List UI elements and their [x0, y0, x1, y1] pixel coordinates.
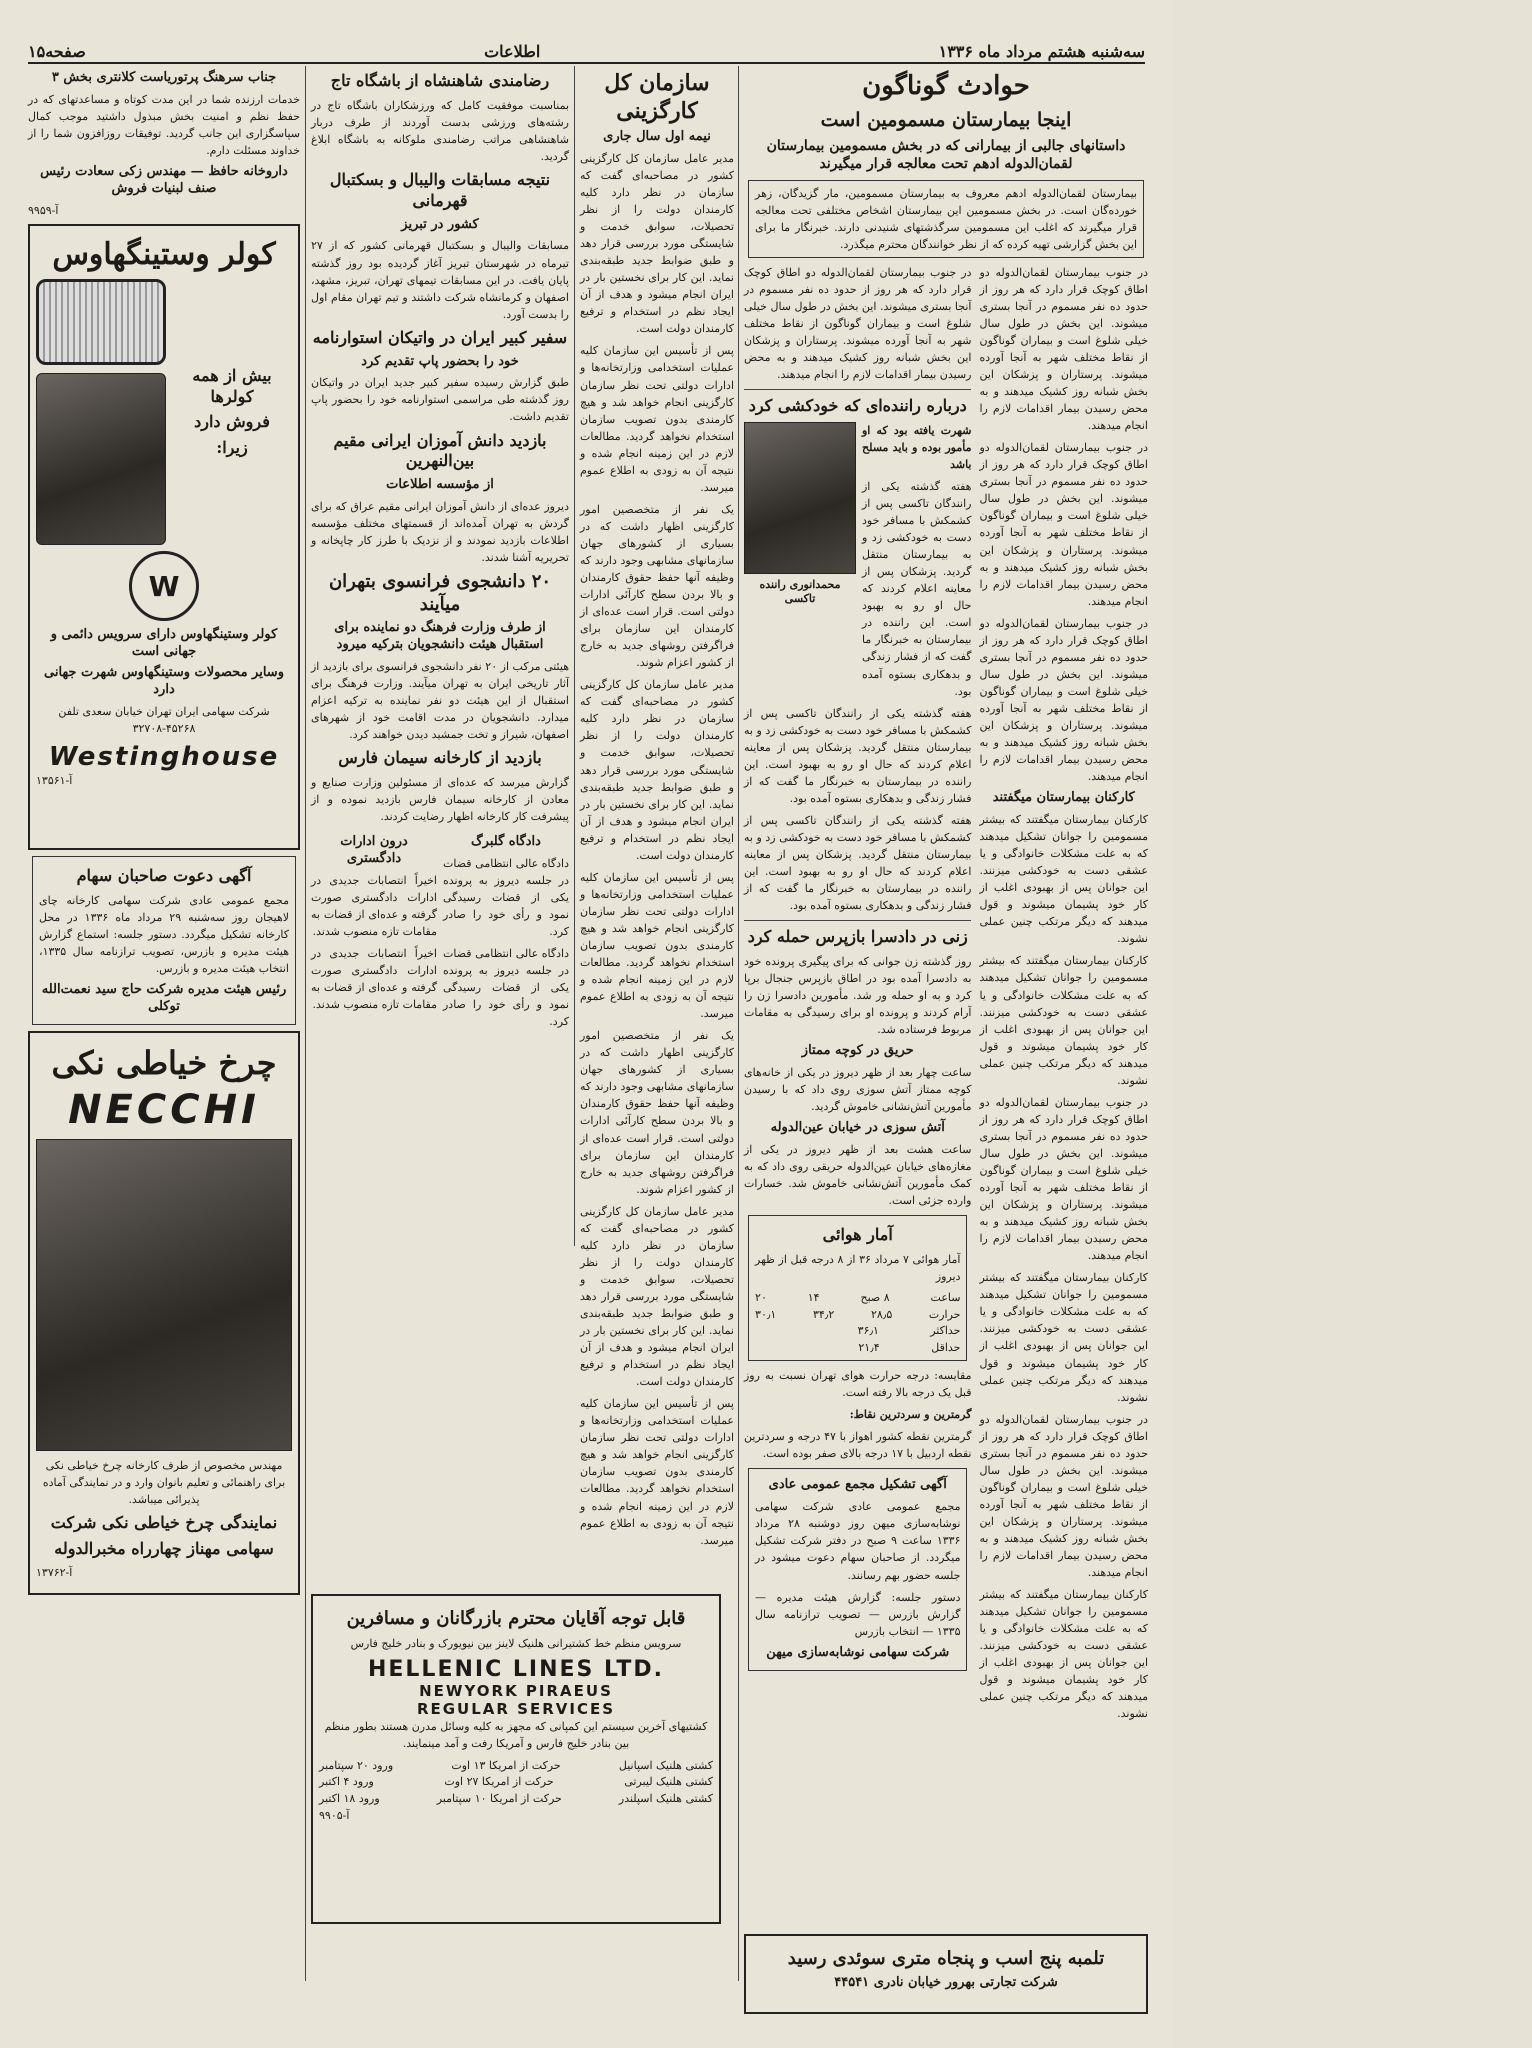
hellenic-service: REGULAR SERVICES	[416, 1700, 616, 1719]
lead-box: بیمارستان لقمان‌الدوله ادهم معروف به بیمارستان مسمومین، مار گزیدگان، زهر خورده‌گان است. در بخش مسمومین این بیمارستان اشخاص مختلفی تحت معالجه قرار میگیرند که اغلب این مسمومین سرگذشتهای شنیدنی دارند. خبرنگار ما برای این بخش گزارشی تهیه کرده که از نظر خوانندگان محترم میگذرد.	[748, 180, 1144, 258]
necchi-ad	[28, 1031, 300, 1595]
article-text: در جنوب بیمارستان لقمان‌الدوله دو اطاق کوچک قرار دارد که هر روز از حدود ده نفر مسموم در آنجا بستری میشوند. این بخش در طول سال خیلی شلوغ است و بیماران گوناگون از نقاط مختلف شهر به آنجا آورده میشوند. پرستاران و پزشکان این بخش شبانه روز کشیک میدهند و به محض رسیدن بیمار اقدامات لازم را انجام میدهند.	[979, 265, 1148, 433]
notice-title: آگهی تشکیل مجمع عمومی عادی	[768, 1477, 947, 1493]
weather-head: آمار هوائی ۷ مرداد ۳۶ از ۸ درجه قبل از ظهر دیروز	[755, 1253, 961, 1284]
notice-agenda: دستور جلسه: گزارش هیئت مدیره — گزارش بازرس — تصویب ترازنامه سال ۱۳۳۵ — انتخاب بازرس	[755, 1590, 961, 1638]
paper-name: اطلاعات	[484, 41, 541, 61]
article-text: هفته گذشته یکی از رانندگان تاکسی پس از کشمکش با مسافر خود دست به خودکشی زد و به بیمارستان منتقل گردید. پزشکان پس از معاینه اعلام کردند که حال او رو به بهبود است. این راننده در بیمارستان به خبرنگار ما گفت که از فشار زندگی و بدهکاری بستوه آمده بود.	[862, 480, 972, 698]
necchi-title: چرخ خیاطی نکی	[51, 1043, 277, 1082]
article-text: اخیراً انتصابات جدیدی در ادارات دادگستری صورت گرفته و عده‌ای از قضات به مقامات تازه منصوب شدند.	[311, 947, 437, 1012]
westinghouse-ad: کولر وستینگهاوس بیش از همه کولرها فروش دارد زیرا: W کولر وستینگهاوس دارای سرویس دائمی و جهانی است وسایر محصولات وستینگهاوس شهرت جهانی دارد شرکت سهامی ایران تهران خیابان سعدی تلفن ۴۵۲۶۸-۳۲۷۰۸ Westinghouse آ-۱۳۵۶۱	[28, 224, 300, 850]
article-text: هفته گذشته یکی از رانندگان تاکسی پس از کشمکش با مسافر خود دست به خودکشی زد و به بیمارستان منتقل گردید. پزشکان پس از معاینه اعلام کردند که حال او رو به بهبود است. این راننده در بیمارستان به خبرنگار ما گفت که از فشار زندگی و بدهکاری بستوه آمده بود.	[744, 813, 972, 913]
article-lead: شهرت یافته بود که او مأمور بوده و باید مسلح باشد	[862, 423, 972, 471]
article-text: در جنوب بیمارستان لقمان‌الدوله دو اطاق کوچک قرار دارد که هر روز از حدود ده نفر مسموم در آنجا بستری میشوند. این بخش در طول سال خیلی شلوغ است و بیماران گوناگون از نقاط مختلف شهر به آنجا آورده میشوند. پرستاران و پزشکان این بخش شبانه روز کشیک میدهند و به محض رسیدن بیمار اقدامات لازم را انجام میدهند.	[979, 1412, 1148, 1580]
article-text: دیروز عده‌ای از دانش آموزان ایرانی مقیم عراق که برای گردش به تهران آمده‌اند از قسمتهای مختلف مؤسسه اطلاعات بازدید نمودند و از نزدیک با طرز کار چاپخانه و تحریریه آشنا شدند.	[311, 500, 569, 565]
weather-note: مقایسه: درجه حرارت هوای تهران نسبت به روز قبل یک درجه بالا رفته است.	[744, 1369, 972, 1400]
necchi-text: مهندس مخصوص از طرف کارخانه چرخ خیاطی نکی برای راهنمائی و تعلیم بانوان وارد و در نمایندگی آماده پذیرائی میباشد.	[42, 1458, 286, 1506]
thank-you-signature: داروخانه حافظ — مهندس زکی سعادت رئیس صنف لبنیات فروش	[40, 164, 288, 196]
westinghouse-logo: Westinghouse	[48, 742, 280, 773]
article-text: روز گذشته زن جوانی که برای پیگیری پرونده خود به دادسرا آمده بود در اطاق بازپرس جنجال برپا کرد و به او حمله ور شد. مأمورین دادسرا زن را آرام کردند و پرونده او برای رسیدگی به مقامات مربوط فرستاده شد.	[744, 954, 972, 1037]
meeting-text: مجمع عمومی عادی شرکت سهامی کارخانه چای لاهیجان روز سه‌شنبه ۲۹ مرداد ماه ۱۳۳۶ در محل کارخانه تشکیل میگردد. دستور جلسه: استماع گزارش هیئت مدیره و بازرس، تصویب ترازنامه سال ۱۳۳۵، انتخاب هیئت مدیره و بازرس.	[39, 893, 290, 975]
notice-text: مجمع عمومی عادی شرکت سهامی نوشابه‌سازی میهن روز دوشنبه ۲۸ مرداد ۱۳۳۶ ساعت ۹ صبح در دفتر شرکت تشکیل میگردد. از صاحبان سهام دعوت میشود در جلسه حضور بهم رسانند.	[755, 1500, 961, 1582]
article-text: هفته گذشته یکی از رانندگان تاکسی پس از کشمکش با مسافر خود دست به خودکشی زد و به بیمارستان منتقل گردید. پزشکان پس از معاینه اعلام کردند که حال او رو به بهبود است. این راننده در بیمارستان به خبرنگار ما گفت که از فشار زندگی و بدهکاری بستوه آمده بود.	[744, 706, 972, 805]
necchi-logo: NECCHI	[68, 1086, 260, 1133]
article-text: هیئتی مرکب از ۲۰ نفر دانشجوی فرانسوی برای بازدید از آثار تاریخی ایران به تهران میآیند. وزارت فرهنگ برای استقبال از این هیئت دو نفر نماینده به ترکیه اعزام میدارد. دانشجویان در مدت اقامت خود از شهرهای اصفهان، شیراز و تخت جمشید دیدن خواهند کرد.	[311, 659, 569, 742]
article-text: پس از تأسیس این سازمان کلیه عملیات استخدامی وزارتخانه‌ها و ادارات دولتی تحت نظر سازمان کارگزینی انجام خواهد شد و هیچ کارمندی بدون تصویب سازمان استخدام نخواهد گردید. مطالعات لازم در این زمینه انجام شده و نتیجه آن به زودی به اطلاع عموم میرسد.	[580, 344, 734, 494]
column-sports-culture	[311, 66, 569, 1226]
ad-brand: کولر وستینگهاوس	[52, 236, 276, 272]
article-text: یک نفر از متخصصین امور کارگزینی اظهار داشت که در بسیاری از کشورهای جهان سازمانهای مشابهی وجود دارند که وظیفه آنها حفظ حقوق کارمندان و بالا بردن سطح کارآئی ادارات دولتی است. قرار است عده‌ای از کارمندان این سازمان برای فراگرفتن روشهای جدید به خارج از کشور اعزام شوند.	[580, 1029, 734, 1196]
article-text: در جنوب بیمارستان لقمان‌الدوله دو اطاق کوچک قرار دارد که هر روز از حدود ده نفر مسموم در آنجا بستری میشوند. این بخش در طول سال خیلی شلوغ است و بیماران گوناگون از نقاط مختلف شهر به آنجا آورده میشوند. پرستاران و پزشکان این بخش شبانه روز کشیک میدهند و به محض رسیدن بیمار اقدامات لازم را انجام میدهند.	[979, 441, 1148, 608]
subheadline: از طرف وزارت فرهنگ دو نماینده برای استقبال هیئت دانشجویان بترکیه میرود	[334, 620, 546, 653]
article-text: ساعت چهار بعد از ظهر دیروز در یکی از خانه‌های کوچه ممتاز آتش سوزی روی داد که با رسیدن مأمورین آتش‌نشانی خاموش گردید.	[744, 1066, 972, 1114]
column-rule	[574, 66, 575, 1246]
headline: کشور در تبریز	[401, 216, 479, 232]
weather-box: آمار هوائی آمار هوائی ۷ مرداد ۳۶ از ۸ درجه قبل از ظهر دیروز ساعت ۸ صبح ۱۴ ۲۰ حرارت ۲۸٫۵ ۳۴٫۲ ۳۰٫۱ حداکثر ۳۶٫۱ حداقل ۲۱٫۴	[748, 1215, 967, 1361]
radio-image	[36, 279, 166, 365]
column-ads	[28, 66, 300, 2006]
headline: زنی در دادسرا بازپرس حمله کرد	[747, 927, 968, 947]
masthead	[28, 40, 1145, 64]
notice-signature: شرکت سهامی نوشابه‌سازی میهن	[766, 1644, 950, 1660]
article-text: کارکنان بیمارستان میگفتند که بیشتر مسمومین را جوانان تشکیل میدهند که به علت مشکلات خانوادگی و یا عشقی دست به خودکشی میزنند. این جوانان پس از بهبودی اغلب از کار خود پشیمان میشوند و قول میدهند که دیگر مرتکب چنین عملی نشوند.	[979, 813, 1148, 946]
hellenic-route: NEWYORK PIRAEUS	[419, 1682, 613, 1701]
headline: آتش سوزی در خیابان عین‌الدوله	[770, 1120, 945, 1136]
issue-date: سه‌شنبه هشتم مرداد ماه ۱۳۳۶	[938, 41, 1145, 61]
meeting-title: آگهی دعوت صاحبان سهام	[76, 865, 252, 885]
article-text: یک نفر از متخصصین امور کارگزینی اظهار داشت که در بسیاری از کشورهای جهان سازمانهای مشابهی وجود دارند که وظیفه آنها حفظ حقوق کارمندان و بالا بردن سطح کارآئی ادارات دولتی است. قرار است عده‌ای از کارمندان این سازمان برای فراگرفتن روشهای جدید به خارج از کشور اعزام شوند.	[580, 502, 734, 670]
necchi-agent: نمایندگی چرخ خیاطی نکی شرکت	[50, 1512, 278, 1532]
ad-ref: آ-۹۹۵۹	[28, 203, 59, 217]
article-text: مسابقات والیبال و بسکتبال قهرمانی کشور که از ۲۷ تیرماه در شهرستان تبریز آغاز گردیده بود روز گذشته پایان یافت. در این مسابقات تیمهای تهران، تبریز، مشهد، اصفهان و کرمانشاه شرکت داشتند و تیم تهران مقام اول را بدست آورد.	[311, 239, 569, 321]
article-text: کارکنان بیمارستان میگفتند که بیشتر مسمومین را جوانان تشکیل میدهند که به علت مشکلات خانوادگی و یا عشقی دست به خودکشی میزنند. این جوانان پس از بهبودی اغلب از کار خود پشیمان میشوند و قول میدهند که دیگر مرتکب چنین عملی نشوند.	[979, 1588, 1148, 1721]
headline: بازدید دانش آموزان ایرانی مقیم بین‌النهرین	[333, 430, 547, 471]
headline: ۲۰ دانشجوی فرانسوی بتهران میآیند	[328, 571, 552, 615]
ad-title: قابل توجه آقایان محترم بازرگانان و مسافرین	[346, 1608, 686, 1629]
headline: بازدید از کارخانه سیمان فارس	[338, 748, 542, 768]
headline: اینجا بیمارستان مسمومین است	[820, 108, 1072, 131]
headline: درون ادارات دادگستری	[340, 834, 408, 867]
photo-caption: محمدانوری راننده تاکسی	[759, 577, 841, 606]
headline: رضامندی شاهنشاه از باشگاه تاج	[330, 71, 550, 90]
headline: سفیر کبیر ایران در واتیکان استوارنامه	[312, 327, 568, 347]
necchi-address: سهامی مهناز چهارراه مخبرالدوله	[54, 1538, 274, 1558]
article-text: پس از تأسیس این سازمان کلیه عملیات استخدامی وزارتخانه‌ها و ادارات دولتی تحت نظر سازمان کارگزینی انجام خواهد شد و هیچ کارمندی بدون تصویب سازمان استخدام نخواهد گردید. مطالعات لازم در این زمینه انجام شده و نتیجه آن به زودی به اطلاع عموم میرسد.	[580, 870, 734, 1021]
thank-you-text: خدمات ارزنده شما در این مدت کوتاه و مساعدتهای که در حفظ نظم و امنیت بخش مبذول داشتید موجب کمال سپاسگزاری این جانب گردید. توفیقات روزافزون شما را از خداوند مسئلت دارم.	[28, 92, 300, 158]
article-text: در جنوب بیمارستان لقمان‌الدوله دو اطاق کوچک قرار دارد که هر روز از حدود ده نفر مسموم در آنجا بستری میشوند. این بخش در طول سال خیلی شلوغ است و بیماران گوناگون از نقاط مختلف شهر به آنجا آورده میشوند. پرستاران و پزشکان این بخش شبانه روز کشیک میدهند و به محض رسیدن بیمار اقدامات لازم را انجام میدهند.	[979, 1095, 1148, 1263]
ad-title: تلمبه پنج اسب و پنجاه متری سوئدی رسید	[787, 1948, 1105, 1969]
article-text: ساعت هشت بعد از ظهر دیروز در یکی از مغازه‌های خیابان عین‌الدوله حریقی روی داد که به کمک مأمورین آتش‌نشانی خاموش شد. خسارات وارده جزئی است.	[744, 1143, 972, 1208]
ad-ref: آ-۱۳۷۶۲	[36, 1566, 73, 1580]
article-text: در جنوب بیمارستان لقمان‌الدوله دو اطاق کوچک قرار دارد که هر روز از حدود ده نفر مسموم در آنجا بستری میشوند. این بخش در طول سال خیلی شلوغ است و بیماران گوناگون از نقاط مختلف شهر به آنجا آورده میشوند. پرستاران و پزشکان این بخش شبانه روز کشیک میدهند و به محض رسیدن بیمار اقدامات لازم را انجام میدهند.	[979, 616, 1148, 784]
article-text: پس از تأسیس این سازمان کلیه عملیات استخدامی وزارتخانه‌ها و ادارات دولتی تحت نظر سازمان کارگزینی انجام خواهد شد و هیچ کارمندی بدون تصویب سازمان استخدام نخواهد گردید. مطالعات لازم در این زمینه انجام شده و نتیجه آن به زودی به اطلاع عموم میرسد.	[580, 1397, 734, 1547]
headline: از مؤسسه اطلاعات	[386, 477, 494, 493]
meeting-signature: رئیس هیئت مدیره شرکت حاج سید نعمت‌الله توکلی	[41, 981, 287, 1014]
headline: دادگاه گلبرگ	[471, 834, 541, 850]
article-text: گزارش میرسد که عده‌ای از مسئولین وزارت صنایع و معادن از کارخانه سیمان فارس بازدید نموده و از پیشرفت کار کارخانه اظهار رضایت کردند.	[311, 776, 569, 824]
ad-address: شرکت تجارتی بهرور خیابان نادری ۴۴۵۴۱	[834, 1975, 1058, 1991]
column-news	[744, 66, 1148, 1996]
column-rule	[305, 66, 306, 1981]
westinghouse-emblem-icon: W	[129, 551, 199, 621]
column-rule	[738, 66, 739, 1981]
article-text: مدیر عامل سازمان کل کارگزینی کشور در مصاحبه‌ای گفت که سازمان در نظر دارد کلیه کارمندان دولت را از نظر تحصیلات، سوابق خدمت و شایستگی مورد بررسی قرار دهد و طبق ضوابط جدید طبقه‌بندی نماید. این کار برای نخستین بار در ایران انجام میشود و هدف از آن ایجاد نظم در استخدام و ترفیع کارمندان دولت است.	[580, 1204, 734, 1389]
hellenic-logo: HELLENIC LINES LTD.	[367, 1657, 665, 1683]
article-text: دادگاه عالی انتظامی قضات در جلسه دیروز به پرونده یکی از قضات رسیدگی نمود و رأی خود را صادر کرد.	[443, 947, 569, 1029]
article-text: کارکنان بیمارستان میگفتند که بیشتر مسمومین را جوانان تشکیل میدهند که به علت مشکلات خانوادگی و یا عشقی دست به خودکشی میزنند. این جوانان پس از بهبودی اغلب از کار خود پشیمان میشوند و قول میدهند که دیگر مرتکب چنین عملی نشوند.	[979, 954, 1148, 1087]
subheadline: نیمه اول سال جاری	[603, 129, 711, 144]
forecast-title: گرمترین و سردترین نقاط:	[849, 1408, 972, 1422]
ad-subslogan: وسایر محصولات وستینگهاوس شهرت جهانی دارد	[44, 665, 284, 698]
page-number: صفحه۱۵	[28, 41, 86, 61]
article-text: مدیر عامل سازمان کل کارگزینی کشور در مصاحبه‌ای گفت که سازمان در نظر دارد کلیه کارمندان دولت را از نظر تحصیلات، سوابق خدمت و شایستگی مورد بررسی قرار دهد و طبق ضوابط جدید طبقه‌بندی نماید. این کار برای نخستین بار در ایران انجام میشود و هدف از آن ایجاد نظم در استخدام و ترفیع کارمندان دولت است.	[580, 678, 734, 862]
article-text: مدیر عامل سازمان کل کارگزینی کشور در مصاحبه‌ای گفت که سازمان در نظر دارد کلیه کارمندان دولت را از نظر تحصیلات، سوابق خدمت و شایستگی مورد بررسی قرار دهد و طبق ضوابط جدید طبقه‌بندی نماید. این کار برای نخستین بار در ایران انجام میشود و هدف از آن ایجاد نظم در استخدام و ترفیع کارمندان دولت است.	[580, 151, 734, 336]
ad-slogan: کولر وستینگهاوس دارای سرویس دائمی و جهانی است	[50, 627, 278, 660]
article-text: در جنوب بیمارستان لقمان‌الدوله دو اطاق کوچک قرار دارد که هر روز از حدود ده نفر مسموم در آنجا بستری میشوند. این بخش در طول سال خیلی شلوغ است و بیماران گوناگون از نقاط مختلف شهر به آنجا آورده میشوند. پرستاران و پزشکان این بخش شبانه روز کشیک میدهند و به محض رسیدن بیمار اقدامات لازم را انجام میدهند.	[744, 265, 972, 382]
article-text: اخیراً انتصابات جدیدی در ادارات دادگستری صورت گرفته و عده‌ای از قضات به مقامات تازه منصوب شدند.	[311, 873, 437, 939]
headline: درباره راننده‌ای که خودکشی کرد	[748, 396, 967, 416]
section-heading: کارکنان بیمارستان میگفتند	[992, 790, 1135, 806]
couple-image	[36, 373, 166, 545]
subheadline: داستانهای جالبی از بیمارانی که در بخش مسمومین بیمارستان لقمان‌الدوله ادهم تحت معالجه قرار میگیرند	[766, 138, 1126, 173]
article-text: بمناسبت موفقیت کامل که ورزشکاران باشگاه تاج در رشته‌های ورزشی بدست آوردند از طرف دربار شاهنشاهی مراتب رضامندی ملوکانه به باشگاه ابلاغ گردید.	[311, 98, 569, 163]
necchi-portrait	[36, 1139, 292, 1451]
headline: خود را بحضور پاپ تقدیم کرد	[361, 353, 519, 369]
ad-lead: سرویس منظم خط کشتیرانی هلنیک لاینز بین نیویورک و بنادر خلیج فارس	[350, 1637, 682, 1651]
thank-you-title: جناب سرهنگ پرتوریاست کلانتری بخش ۳	[51, 70, 277, 85]
article-text: دادگاه عالی انتظامی قضات در جلسه دیروز به پرونده یکی از قضات رسیدگی نمود و رأی خود را صادر کرد.	[443, 857, 569, 939]
column-civil-service	[580, 66, 734, 1547]
ad-company: شرکت سهامی ایران تهران خیابان سعدی تلفن ۴۵۲۶۸-۳۲۷۰۸	[58, 704, 270, 736]
article-text: کارکنان بیمارستان میگفتند که بیشتر مسمومین را جوانان تشکیل میدهند که به علت مشکلات خانوادگی و یا عشقی دست به خودکشی میزنند. این جوانان پس از بهبودی اغلب از کار خود پشیمان میشوند و قول میدهند که دیگر مرتکب چنین عملی نشوند.	[979, 1271, 1148, 1404]
ad-text: کشتیهای آخرین سیستم این کمپانی که مجهز به کلیه وسائل مدرن هستند بطور منظم بین بنادر خلیج فارس و آمریکا رفت و آمد مینمایند.	[324, 1720, 708, 1751]
ad-ref: آ-۱۳۵۶۱	[36, 774, 73, 788]
headline: حریق در کوچه ممتاز	[801, 1043, 914, 1059]
ad-ref: آ-۹۹۰۵	[319, 1809, 350, 1823]
headline: سازمان کل کارگزینی	[604, 70, 710, 124]
shipping-ad: قابل توجه آقایان محترم بازرگانان و مسافرین سرویس منظم خط کشتیرانی هلنیک لاینز بین نیویورک و بنادر خلیج فارس HELLENIC LINES LTD. NEWYORK PIRAEUS REGULAR SERVICES کشتیهای آخرین سیستم این کمپانی که مجهز به کلیه وسائل مدرن هستند بطور منظم بین بنادر خلیج فارس و آمریکا رفت و آمد مینمایند. کشتی هلنیک اسپانیل حرکت از امریکا ۱۳ اوت ورود ۲۰ سپتامبر کشتی هلنیک لیبرتی حرکت از امریکا ۲۷ اوت ورود ۴ اکتبر کشتی هلنیک اسپلندر حرکت از امریکا ۱۰ سپتامبر ورود ۱۸ اکتبر آ-۹۹۰۵	[311, 1594, 721, 1924]
headline: حوادث گوناگون	[862, 71, 1030, 101]
portrait-photo	[744, 422, 856, 574]
headline: نتیجه مسابقات والیبال و بسکتبال قهرمانی	[329, 169, 551, 210]
article-text: طبق گزارش رسیده سفیر کبیر جدید ایران در واتیکان روز گذشته طی مراسمی استوارنامه خود را بحضور پاپ تقدیم داشت.	[311, 376, 569, 424]
forecast-text: گرمترین نقطه کشور اهواز با ۴۷ درجه و سردترین نقطه اردبیل با ۱۷ درجه بالای صفر بوده است.	[744, 1430, 972, 1461]
pump-ad	[744, 1934, 1148, 2014]
weather-title: آمار هوائی	[822, 1225, 893, 1245]
